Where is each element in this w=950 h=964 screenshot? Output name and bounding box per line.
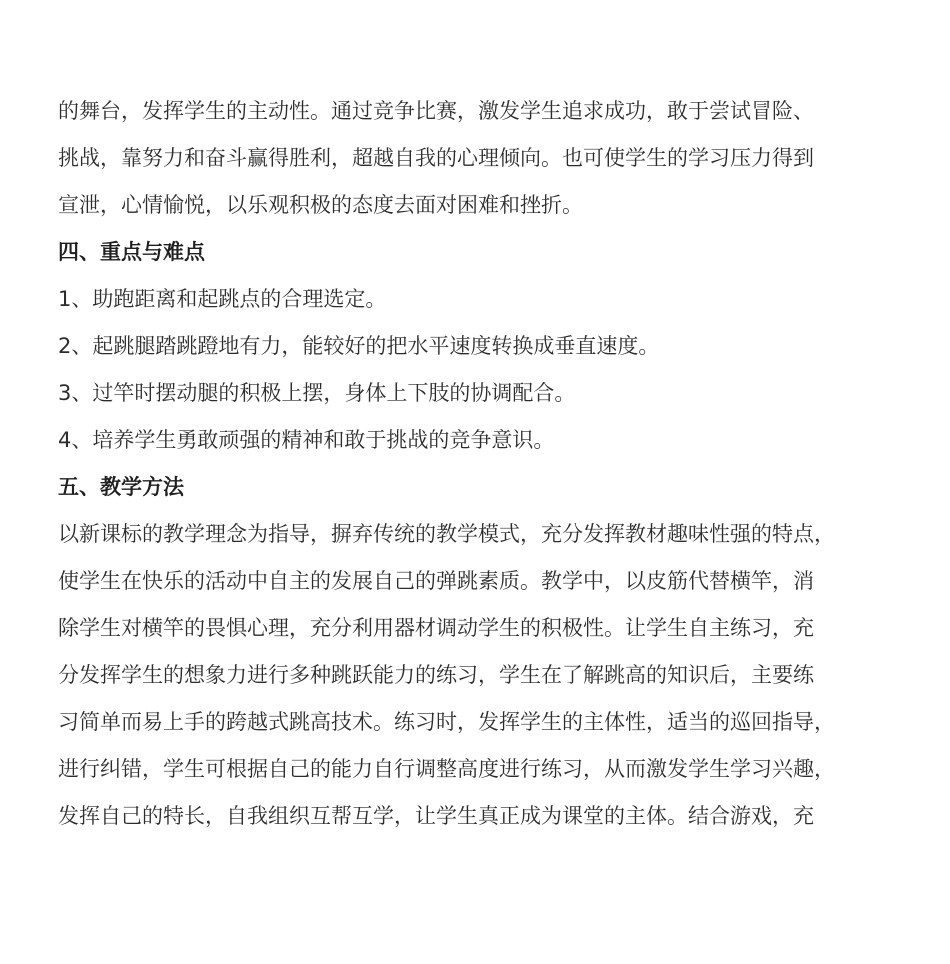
list-item: 2、起跳腿踏跳蹬地有力，能较好的把水平速度转换成垂直速度。 xyxy=(58,334,660,358)
document-page xyxy=(58,88,888,840)
list-item: 3、过竿时摆动腿的积极上摆，身体上下肢的协调配合。 xyxy=(58,381,576,405)
paragraph-line: 以新课标的教学理念为指导，摒弃传统的教学模式，充分发挥教材趣味性强的特点， xyxy=(58,522,835,546)
paragraph-line: 挑战，靠努力和奋斗赢得胜利，超越自我的心理倾向。也可使学生的学习压力得到 xyxy=(58,146,814,170)
paragraph-line: 分发挥学生的想象力进行多种跳跃能力的练习，学生在了解跳高的知识后，主要练 xyxy=(58,663,814,687)
section-heading-teaching-methods: 五、教学方法 xyxy=(58,475,184,499)
section-heading-key-points: 四、重点与难点 xyxy=(58,240,205,264)
paragraph-line: 的舞台，发挥学生的主动性。通过竞争比赛，激发学生追求成功，敢于尝试冒险、 xyxy=(58,99,814,123)
paragraph-line: 除学生对横竿的畏惧心理，充分利用器材调动学生的积极性。让学生自主练习，充 xyxy=(58,616,814,640)
paragraph-line: 进行纠错，学生可根据自己的能力自行调整高度进行练习，从而激发学生学习兴趣， xyxy=(58,757,835,781)
list-item: 4、培养学生勇敢顽强的精神和敢于挑战的竞争意识。 xyxy=(58,428,555,452)
paragraph-line: 宣泄，心情愉悦，以乐观积极的态度去面对困难和挫折。 xyxy=(58,193,583,217)
paragraph-line: 发挥自己的特长，自我组织互帮互学，让学生真正成为课堂的主体。结合游戏，充 xyxy=(58,804,814,828)
paragraph-line: 使学生在快乐的活动中自主的发展自己的弹跳素质。教学中，以皮筋代替横竿，消 xyxy=(58,569,814,593)
paragraph-line: 习简单而易上手的跨越式跳高技术。练习时，发挥学生的主体性，适当的巡回指导， xyxy=(58,710,835,734)
list-item: 1、助跑距离和起跳点的合理选定。 xyxy=(58,287,387,311)
